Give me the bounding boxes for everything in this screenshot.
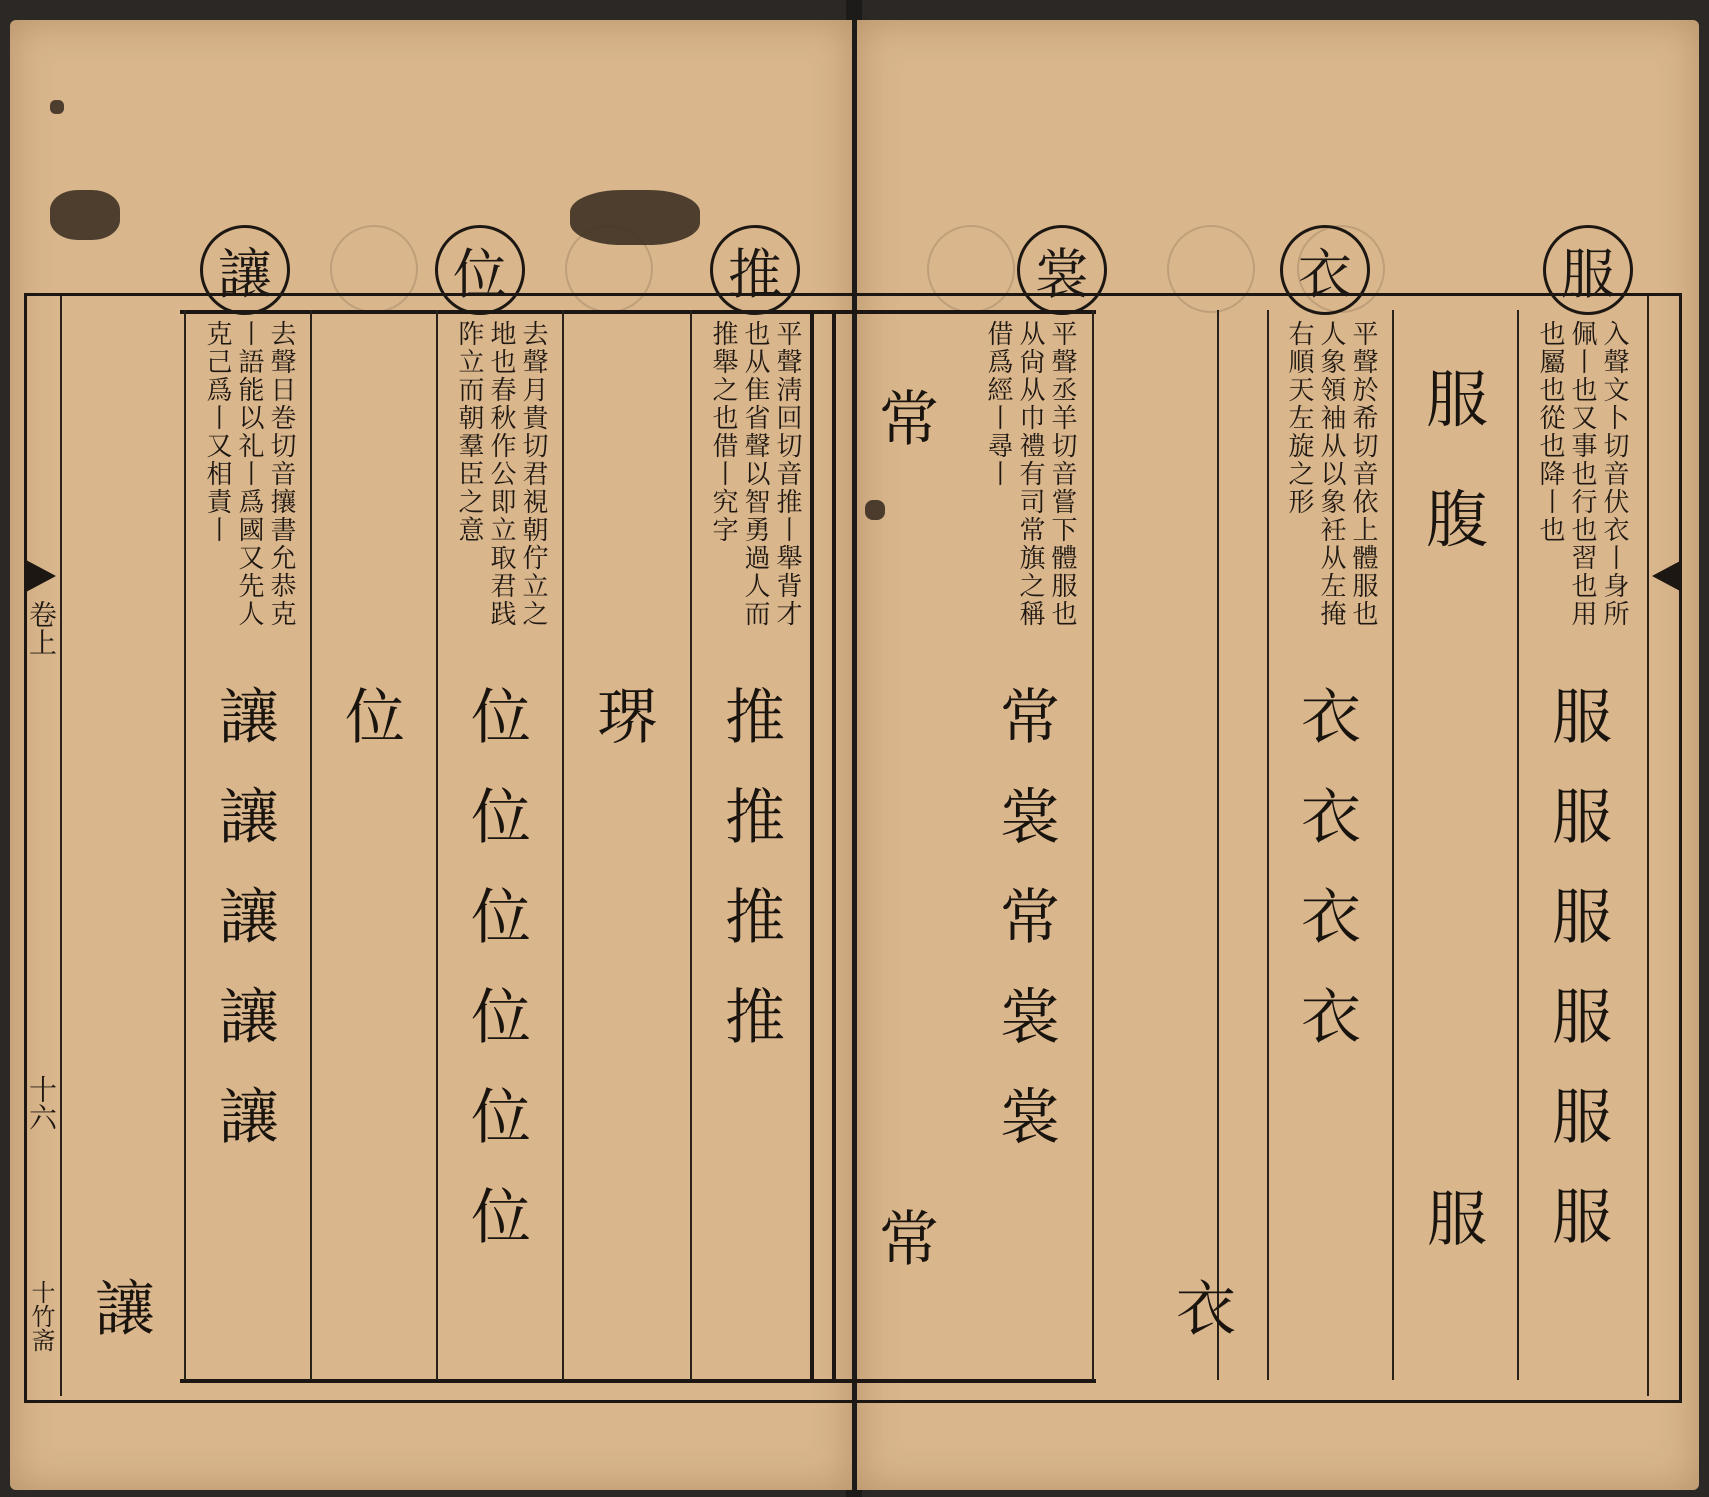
seal-form: 位: [471, 683, 531, 753]
seal-form: 服: [1552, 983, 1612, 1053]
seal-form: 推: [725, 983, 785, 1053]
head-char-tui: 推: [710, 225, 800, 315]
head-char-rang: 讓: [200, 225, 290, 315]
entry-column-chang-variants: [847, 320, 971, 1290]
entry-column-tui: [693, 320, 817, 1068]
seal-form: 讓: [219, 783, 279, 853]
seal-form: 常: [879, 385, 939, 455]
seal-form: 裳: [1000, 1083, 1060, 1153]
entry-column-rang-variant: [63, 1260, 187, 1360]
left-page: [10, 20, 852, 1490]
margin-page-number: 十六: [25, 1075, 58, 1131]
seal-form: 讓: [219, 1083, 279, 1153]
ink-stain: [50, 100, 64, 114]
seal-form: 推: [725, 883, 785, 953]
column-rule: [1647, 296, 1649, 1396]
seal-form: 琾: [597, 683, 657, 753]
seal-form: 位: [471, 983, 531, 1053]
seal-form: 位: [471, 1083, 531, 1153]
seal-form: 服: [1552, 683, 1612, 753]
column-rule: [1217, 310, 1219, 1380]
variant-form: 服: [1425, 363, 1488, 436]
seal-form: 衣: [1176, 1275, 1236, 1345]
seal-form: 位: [471, 1183, 531, 1253]
entry-note: 去聲月貴切君視朝佇立之地也春秋作公即立取君践阼立而朝羣臣之意: [454, 320, 548, 628]
entry-column-blank: [565, 320, 689, 768]
head-char-wei: 位: [435, 225, 525, 315]
column-rule: [184, 310, 186, 1380]
column-rule: [690, 310, 692, 1380]
entry-note: 去聲日巻切音攘書允恭克丨語能以礼丨爲國又先人克己爲丨又相責丨: [202, 320, 296, 628]
entry-column-rang: [187, 320, 311, 1168]
seal-form: 常: [1000, 883, 1060, 953]
margin-volume-label: 卷上: [25, 600, 58, 656]
column-rule: [1092, 310, 1094, 1380]
seal-form: 裳: [1000, 983, 1060, 1053]
right-page: [857, 20, 1699, 1490]
entry-note: 平聲於希切音依上體服也人象領袖从以象衽从左掩右順天左旋之形: [1284, 320, 1378, 628]
fishtail-mark: [26, 560, 56, 592]
variant-form: 腹: [1425, 483, 1488, 556]
seal-form: 位: [345, 683, 405, 753]
entry-note: 平聲淸回切音推丨舉背才也从隹省聲以智勇過人而推舉之也借丨究字: [708, 320, 802, 628]
seal-form: 服: [1552, 883, 1612, 953]
head-char-chang: 裳: [1017, 225, 1107, 315]
seal-form: 服: [1426, 1185, 1487, 1255]
seal-form: 常: [1000, 683, 1060, 753]
entry-column-wei: [439, 320, 563, 1268]
seal-form: 讓: [95, 1275, 155, 1345]
seal-form: 讓: [219, 883, 279, 953]
fishtail-mark: [1652, 560, 1682, 592]
entry-column-chang: [968, 320, 1092, 1168]
seal-form: 讓: [219, 983, 279, 1053]
seal-form: 服: [1552, 783, 1612, 853]
seal-form: 衣: [1301, 883, 1361, 953]
entry-note: 入聲文卜切音伏衣丨身所佩丨也又事也行也習也用也屬也從也降丨也: [1535, 320, 1629, 628]
seal-form: 推: [725, 783, 785, 853]
seal-form: 常: [879, 1205, 939, 1275]
seal-form: 衣: [1301, 683, 1361, 753]
seal-form: 位: [471, 883, 531, 953]
seal-form: 服: [1552, 1183, 1612, 1253]
entry-column-fu-variants: [1395, 320, 1519, 1270]
head-char-yi: 衣: [1280, 225, 1370, 315]
entry-column-fu: [1520, 320, 1644, 1268]
seal-form: 裳: [1000, 783, 1060, 853]
entry-column-yi: [1269, 320, 1393, 1068]
seal-form: 衣: [1301, 983, 1361, 1053]
column-rule: [60, 296, 62, 1396]
entry-column-yi-variant: [1144, 1260, 1268, 1360]
seal-form: 推: [725, 683, 785, 753]
margin-publisher: 十竹斋: [27, 1280, 55, 1352]
entry-column-blank: [313, 320, 437, 768]
seal-form: 讓: [219, 683, 279, 753]
ink-stain: [50, 190, 120, 240]
entry-note: 平聲丞羊切音嘗下體服也从尙从巾禮有司常旗之稱借爲經丨尋丨: [983, 320, 1077, 628]
seal-form: 服: [1552, 1083, 1612, 1153]
seal-form: 衣: [1301, 783, 1361, 853]
head-char-fu: 服: [1543, 225, 1633, 315]
seal-form: 位: [471, 783, 531, 853]
